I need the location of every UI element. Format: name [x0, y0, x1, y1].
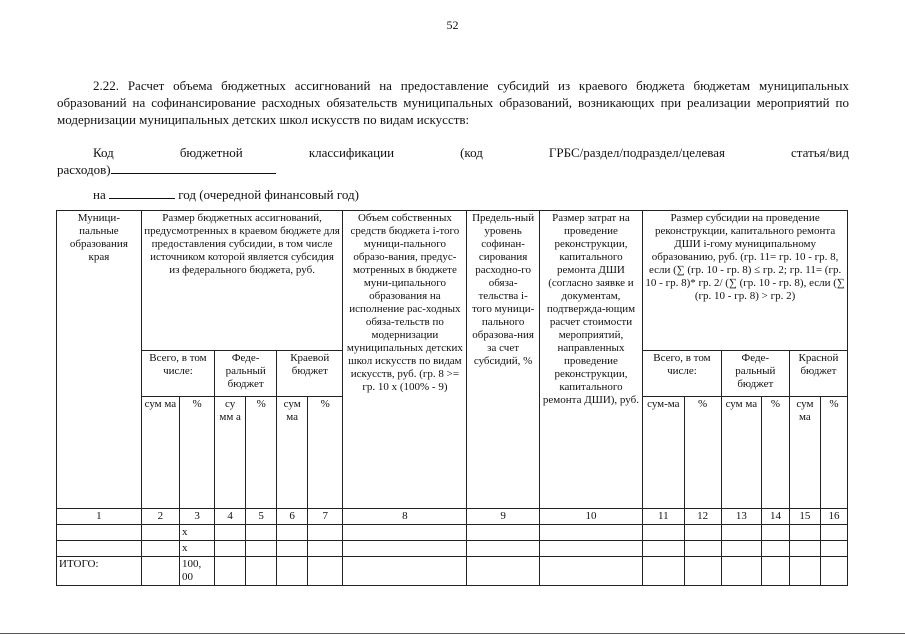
col-number: 11 [643, 509, 684, 525]
cell [721, 541, 761, 557]
h-group-subsidy: Размер субсидии на проведение реконструкции, капитального ремонта ДШИ i-гому муниципальному образованию, руб. (гр. 11= гр. 10 - гр. 8, если (∑ (гр. 10 - гр. 8) ≤ гр. 2; гр. 11= (гр. 10 - гр. 8)* гр. 2/ (∑ (гр. 10 - гр. 8), если (∑ (гр. 10 - гр. 8) > гр. 2) [643, 211, 848, 351]
cell [820, 557, 847, 586]
h-regional: Краевой бюджет [277, 351, 343, 397]
intro-text: Расчет объема бюджетных ассигнований на предоставление субсидий из краевого бюджета бюджетам муниципальных образований на софинансирование расходных обязательств муниципальных образований, возникающих при реализации мероприятий по модернизации муниципальных детских школ искусств по видам искусств: [57, 78, 849, 127]
year-suffix: год (очередной финансовый год) [178, 187, 359, 202]
cell [721, 525, 761, 541]
code-word-5: ГРБС/раздел/подраздел/целевая [548, 145, 725, 160]
cell [141, 541, 179, 557]
h-percent: % [246, 397, 277, 509]
cell [762, 525, 790, 541]
cell [343, 557, 467, 586]
cell [789, 557, 820, 586]
cell [215, 541, 246, 557]
col-number: 15 [789, 509, 820, 525]
h-sum: сум-ма [643, 397, 684, 509]
h-federal-2: Феде-ральный бюджет [721, 351, 789, 397]
code-word-3: классификации [308, 145, 395, 160]
cell [215, 557, 246, 586]
total-label: ИТОГО: [57, 557, 142, 586]
cell [539, 557, 642, 586]
total-percent: 100, 00 [180, 557, 215, 586]
cell [762, 557, 790, 586]
cell [820, 525, 847, 541]
cell [215, 525, 246, 541]
col-number: 14 [762, 509, 790, 525]
cell [643, 557, 684, 586]
cell [684, 525, 721, 541]
col-number: 13 [721, 509, 761, 525]
col-number: 3 [180, 509, 215, 525]
cell [246, 541, 277, 557]
col-number: 8 [343, 509, 467, 525]
cell [308, 557, 343, 586]
code-word-4: (код [460, 145, 483, 160]
code-word-2: бюджетной [179, 145, 243, 160]
cell [57, 525, 142, 541]
cell [246, 557, 277, 586]
cell [308, 525, 343, 541]
budget-table [56, 210, 848, 586]
h-percent: % [762, 397, 790, 509]
h-total-2: Всего, в том числе: [643, 351, 722, 397]
cell [789, 525, 820, 541]
h-percent: % [180, 397, 215, 509]
h-sum: сум ма [277, 397, 308, 509]
h-total: Всего, в том числе: [141, 351, 214, 397]
table-row [57, 541, 848, 557]
cell [57, 541, 142, 557]
h-sum: су мм а [215, 397, 246, 509]
cell [539, 525, 642, 541]
h-percent: % [684, 397, 721, 509]
cell [539, 541, 642, 557]
cell [762, 541, 790, 557]
col-number: 12 [684, 509, 721, 525]
cell [684, 541, 721, 557]
h-municipal: Муници-пальные образования края [57, 211, 142, 509]
page-number: 52 [446, 18, 459, 32]
h-percent: % [308, 397, 343, 509]
cell [467, 541, 539, 557]
cell [467, 525, 539, 541]
h-costs: Размер затрат на проведение реконструкции, капитального ремонта ДШИ (согласно заявке и документам, подтвержда-ющим расчет стоимости мероприятий, направленных проведение реконструкции, капитального ремонта ДШИ), руб. [539, 211, 642, 509]
code-line-2-text: расходов) [57, 162, 111, 177]
cell: x [180, 525, 215, 541]
year-prefix: на [93, 187, 106, 202]
year-line [93, 186, 359, 203]
h-federal: Феде-ральный бюджет [215, 351, 277, 397]
h-cofinancing-level: Предель-ный уровень софинан-сирования расходно-го обяза-тельства i-того муници-пального образова-ния за счет субсидий, % [467, 211, 539, 509]
cell [789, 541, 820, 557]
cell [643, 541, 684, 557]
cell [467, 557, 539, 586]
h-own-funds: Объем собственных средств бюджета i-того муници-пального образо-вания, предус-мотренных в бюджете муни-ципального образования на исполнение рас-ходных обяза-тельств по модернизации муниципальных детских школ искусств по видам искусств, руб. (гр. 8 >= гр. 10 x (100% - 9) [343, 211, 467, 509]
col-number: 7 [308, 509, 343, 525]
col-number: 4 [215, 509, 246, 525]
col-number: 5 [246, 509, 277, 525]
cell [684, 557, 721, 586]
cell [277, 525, 308, 541]
intro-paragraph [57, 77, 849, 128]
cell [820, 541, 847, 557]
col-number: 16 [820, 509, 847, 525]
col-number: 9 [467, 509, 539, 525]
cell [343, 525, 467, 541]
total-row [57, 557, 848, 586]
code-line-2 [57, 161, 276, 178]
cell [141, 525, 179, 541]
page-bottom-line [0, 633, 905, 634]
col-number: 10 [539, 509, 642, 525]
intro-number: 2.22. [93, 78, 119, 93]
h-sum: сум ма [789, 397, 820, 509]
h-regional-2: Красной бюджет [789, 351, 847, 397]
h-sum: сум ма [141, 397, 179, 509]
code-word-1: Код [93, 145, 114, 160]
col-number: 2 [141, 509, 179, 525]
code-line [57, 144, 849, 161]
col-number: 1 [57, 509, 142, 525]
cell [308, 541, 343, 557]
cell [277, 557, 308, 586]
cell [277, 541, 308, 557]
cell [343, 541, 467, 557]
cell [141, 557, 179, 586]
cell [246, 525, 277, 541]
year-blank [109, 186, 175, 199]
cell [643, 525, 684, 541]
cell [721, 557, 761, 586]
h-sum: сум ма [721, 397, 761, 509]
column-number-row [57, 509, 848, 525]
cell: x [180, 541, 215, 557]
h-group-budget: Размер бюджетных ассигнований, предусмотренных в краевом бюджете для предоставления субсидии, в том числе источником которой является субсидия из федерального бюджета, руб. [141, 211, 343, 351]
code-blank [111, 161, 276, 174]
table-row [57, 525, 848, 541]
header-row-1 [57, 211, 848, 351]
col-number: 6 [277, 509, 308, 525]
code-word-6: статья/вид [791, 145, 849, 160]
h-percent: % [820, 397, 847, 509]
